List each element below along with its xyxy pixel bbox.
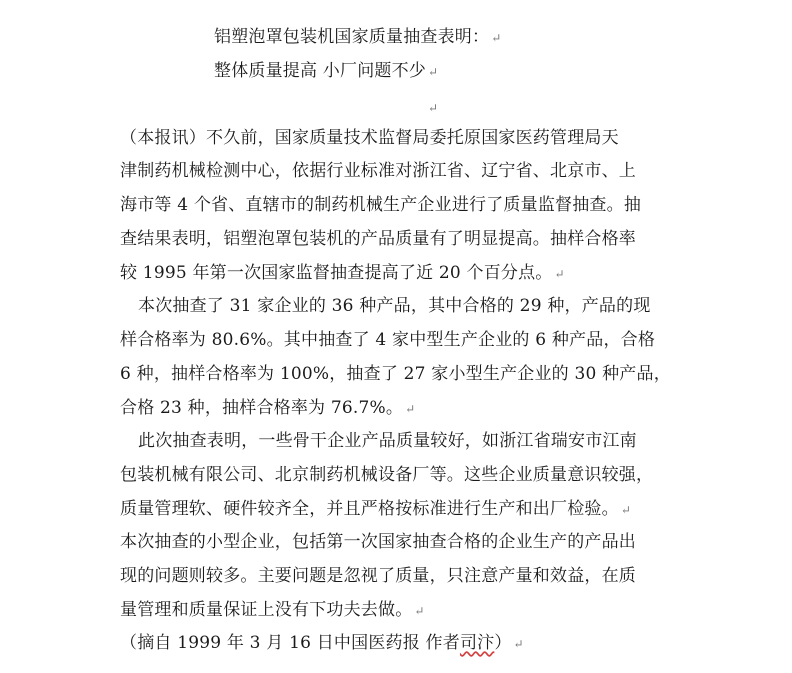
headline-text-2: 整体质量提高 小厂问题不少	[214, 61, 427, 81]
body-line-text: 量管理和质量保证上没有下功夫去做。	[120, 600, 413, 620]
headline-text-1: 铝塑泡罩包装机国家质量抽查表明：	[214, 27, 490, 47]
body-line-text: 查结果表明，铝塑泡罩包装机的产品质量有了明显提高。抽样合格率	[120, 229, 636, 249]
body-line	[120, 464, 653, 486]
body-line	[120, 329, 655, 351]
source-prefix: （摘自 1999 年 3 月 16 日中国医药报 作者	[120, 633, 460, 653]
headline-line-2	[214, 60, 438, 83]
paragraph-mark-icon: ↵	[428, 65, 439, 79]
body-line	[120, 127, 619, 149]
body-line	[120, 228, 636, 250]
paragraph-mark-icon: ↵	[554, 267, 565, 281]
body-line-text: 6 种，抽样合格率为 100%，抽查了 27 家小型生产企业的 30 种产品，	[120, 364, 671, 384]
body-line-text: 津制药机械检测中心，依据行业标准对浙江省、辽宁省、北京市、上	[120, 161, 636, 181]
headline-line-1	[214, 26, 501, 49]
body-line-text: （本报讯）不久前，国家质量技术监督局委托原国家医药管理局天	[120, 128, 619, 148]
paragraph-mark-icon: ↵	[428, 101, 439, 115]
body-line-text: 较 1995 年第一次国家监督抽查提高了近 20 个百分点。	[120, 263, 553, 283]
paragraph-mark-icon: ↵	[414, 604, 425, 618]
body-line	[120, 498, 631, 521]
body-line-text: 本次抽查了 31 家企业的 36 种产品，其中合格的 29 种，产品的现	[138, 296, 651, 316]
paragraph-mark-icon: ↵	[620, 503, 632, 517]
source-citation	[120, 632, 524, 655]
body-line-text: 包装机械有限公司、北京制药机械设备厂等。这些企业质量意识较强，	[120, 465, 654, 485]
paragraph-mark-icon: ↵	[513, 637, 524, 651]
body-line-text: 合格 23 种，抽样合格率为 76.7%。	[120, 398, 404, 418]
body-line	[138, 430, 637, 452]
body-line	[120, 363, 671, 385]
empty-paragraph	[426, 96, 438, 119]
body-line-text: 现的问题则较多。主要问题是忽视了质量，只注意产量和效益，在质	[120, 566, 636, 586]
body-line	[120, 160, 636, 182]
body-line	[138, 295, 651, 317]
body-line	[120, 262, 565, 285]
body-line-text: 此次抽查表明，一些骨干企业产品质量较好，如浙江省瑞安市江南	[138, 431, 637, 451]
body-line-text: 质量管理软、硬件较齐全，并且严格按标准进行生产和出厂检验。	[120, 499, 619, 519]
body-line-text: 本次抽查的小型企业，包括第一次国家抽查合格的企业生产的产品出	[120, 532, 636, 552]
body-line	[120, 599, 425, 622]
body-line	[120, 397, 415, 420]
source-suffix: ）	[494, 633, 512, 653]
paragraph-mark-icon: ↵	[491, 31, 502, 45]
paragraph-mark-icon: ↵	[405, 402, 416, 416]
body-line	[120, 565, 636, 587]
body-line-text: 海市等 4 个省、直辖市的制药机械生产企业进行了质量监督抽查。抽	[120, 195, 642, 215]
body-line-text: 样合格率为 80.6%。其中抽查了 4 家中型生产企业的 6 种产品，合格	[120, 330, 656, 350]
source-author: 司汴	[459, 633, 495, 653]
body-line	[120, 194, 641, 216]
body-line	[120, 531, 636, 553]
